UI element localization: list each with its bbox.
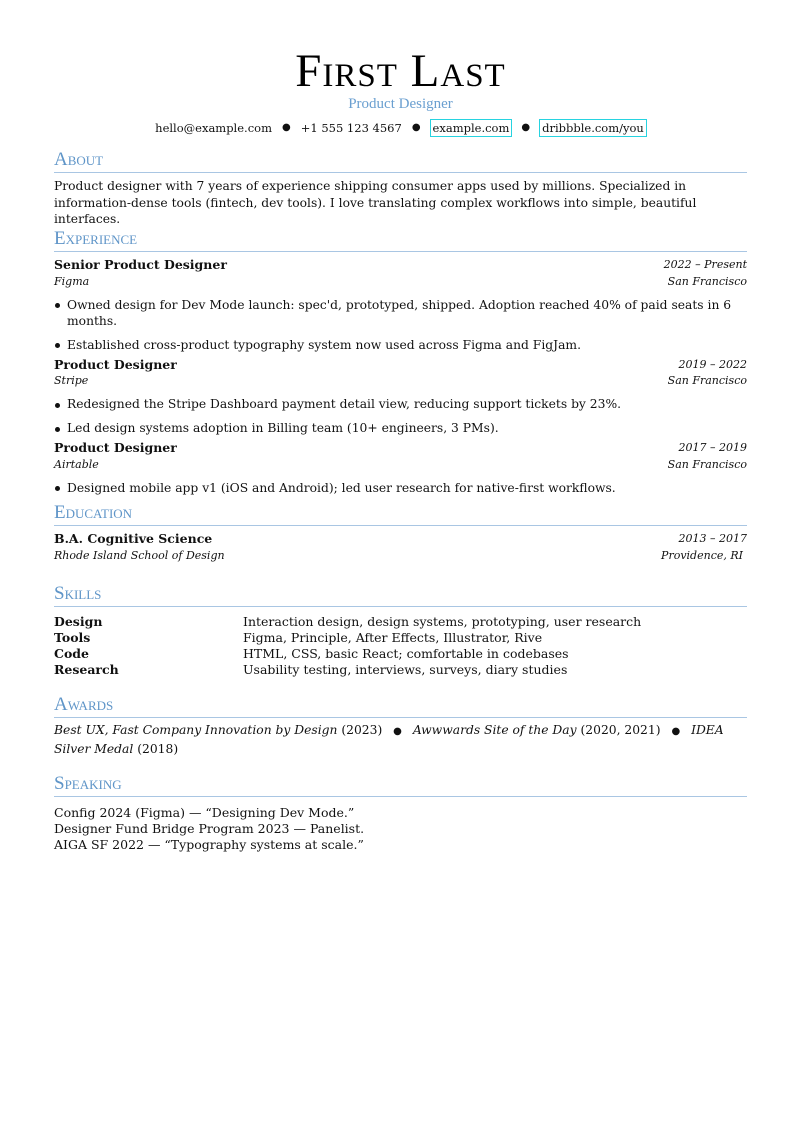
job-location: San Francisco: [667, 457, 747, 471]
speaking-list: [54, 805, 747, 853]
award-year: (2023): [341, 723, 383, 737]
skill-items: Figma, Principle, After Effects, Illustrator, Rive: [243, 630, 543, 645]
job-bullet: Designed mobile app v1 (iOS and Android); led user research for native-first workflows.: [54, 480, 747, 496]
award-year: (2020, 2021): [580, 723, 661, 737]
bullet-separator: ●: [411, 122, 421, 133]
skill-category: Code: [54, 646, 89, 661]
about-section: [54, 149, 747, 228]
section-title-skills: Skills: [54, 583, 747, 607]
skills-row: [54, 630, 747, 646]
contact-line: [54, 119, 747, 137]
job-location: San Francisco: [667, 374, 747, 387]
job-role: Senior Product Designer: [54, 257, 227, 272]
speaking-item: AIGA SF 2022 — “Typography systems at scale.”: [54, 837, 364, 852]
section-title-about: About: [54, 149, 747, 173]
speaking-section: [54, 773, 747, 853]
resume-header: [54, 45, 747, 137]
candidate-role: Product Designer: [348, 96, 453, 112]
job-bullet: Led design systems adoption in Billing team (10+ engineers, 3 PMs).: [54, 420, 747, 436]
bullet-separator: ●: [393, 726, 402, 737]
skills-row: [54, 614, 747, 630]
job-role: Product Designer: [54, 440, 177, 455]
job-entry: [54, 357, 747, 437]
job-bullet: Redesigned the Stripe Dashboard payment detail view, reducing support tickets by 23%.: [54, 396, 747, 412]
job-company: Figma: [54, 274, 90, 288]
skill-category: Tools: [54, 630, 91, 645]
award-name: Awwwards Site of the Day: [412, 723, 577, 737]
education-entry: [54, 531, 747, 564]
bullet-separator: ●: [281, 122, 291, 133]
section-title-experience: Experience: [54, 228, 747, 252]
job-dates: 2019 – 2022: [678, 357, 747, 371]
education-section: [54, 502, 747, 564]
about-text: Product designer with 7 years of experience shipping consumer apps used by millions. Specialized in information-dense tools (fintech, dev tools). I love translating complex workflows into simple, beautiful interfaces.: [54, 179, 697, 226]
section-title-speaking: Speaking: [54, 773, 747, 797]
speaking-item: Designer Fund Bridge Program 2023 — Panelist.: [54, 821, 365, 836]
contact-phone: +1 555 123 4567: [300, 121, 402, 135]
award-name: Best UX, Fast Company Innovation by Design: [54, 723, 338, 737]
job-company: Stripe: [54, 374, 89, 387]
skills-row: [54, 662, 747, 678]
experience-section: [54, 228, 747, 496]
school: Rhode Island School of Design: [54, 548, 225, 562]
skill-category: Research: [54, 662, 119, 677]
degree: B.A. Cognitive Science: [54, 531, 213, 546]
skills-table: [54, 614, 747, 678]
skill-category: Design: [54, 614, 103, 629]
award-name: IDEA Silver Medal: [54, 723, 724, 756]
candidate-name: First Last: [295, 45, 506, 97]
skill-items: Usability testing, interviews, surveys, diary studies: [243, 662, 568, 677]
job-company: Airtable: [54, 457, 99, 471]
education-location: Providence, RI: [661, 548, 743, 562]
awards-section: [54, 694, 747, 757]
resume-page: [54, 0, 747, 852]
skill-items: HTML, CSS, basic React; comfortable in codebases: [243, 646, 569, 661]
award-year: (2018): [137, 741, 179, 756]
speaking-item: Config 2024 (Figma) — “Designing Dev Mode.”: [54, 805, 355, 820]
job-dates: 2017 – 2019: [678, 441, 747, 454]
job-bullet: Owned design for Dev Mode launch: spec'd, prototyped, shipped. Adoption reached 40% of paid seats in 6 months.: [54, 297, 747, 329]
skills-row: [54, 646, 747, 662]
job-entry: [54, 440, 747, 496]
section-title-education: Education: [54, 502, 747, 526]
skills-section: [54, 583, 747, 678]
job-entry: [54, 257, 747, 353]
section-title-awards: Awards: [54, 694, 747, 718]
contact-email[interactable]: hello@example.com: [155, 121, 272, 135]
job-dates: 2022 – Present: [663, 258, 747, 271]
job-role: Product Designer: [54, 356, 177, 372]
website-link[interactable]: example.com: [430, 119, 513, 137]
job-bullet: Established cross-product typography system now used across Figma and FigJam.: [54, 337, 747, 353]
skill-items: Interaction design, design systems, prototyping, user research: [243, 614, 642, 629]
bullet-separator: ●: [671, 726, 681, 737]
awards-text: [54, 722, 747, 757]
portfolio-link[interactable]: dribbble.com/you: [539, 119, 647, 137]
education-dates: 2013 – 2017: [678, 532, 747, 545]
bullet-separator: ●: [521, 122, 531, 133]
job-location: San Francisco: [667, 274, 747, 288]
